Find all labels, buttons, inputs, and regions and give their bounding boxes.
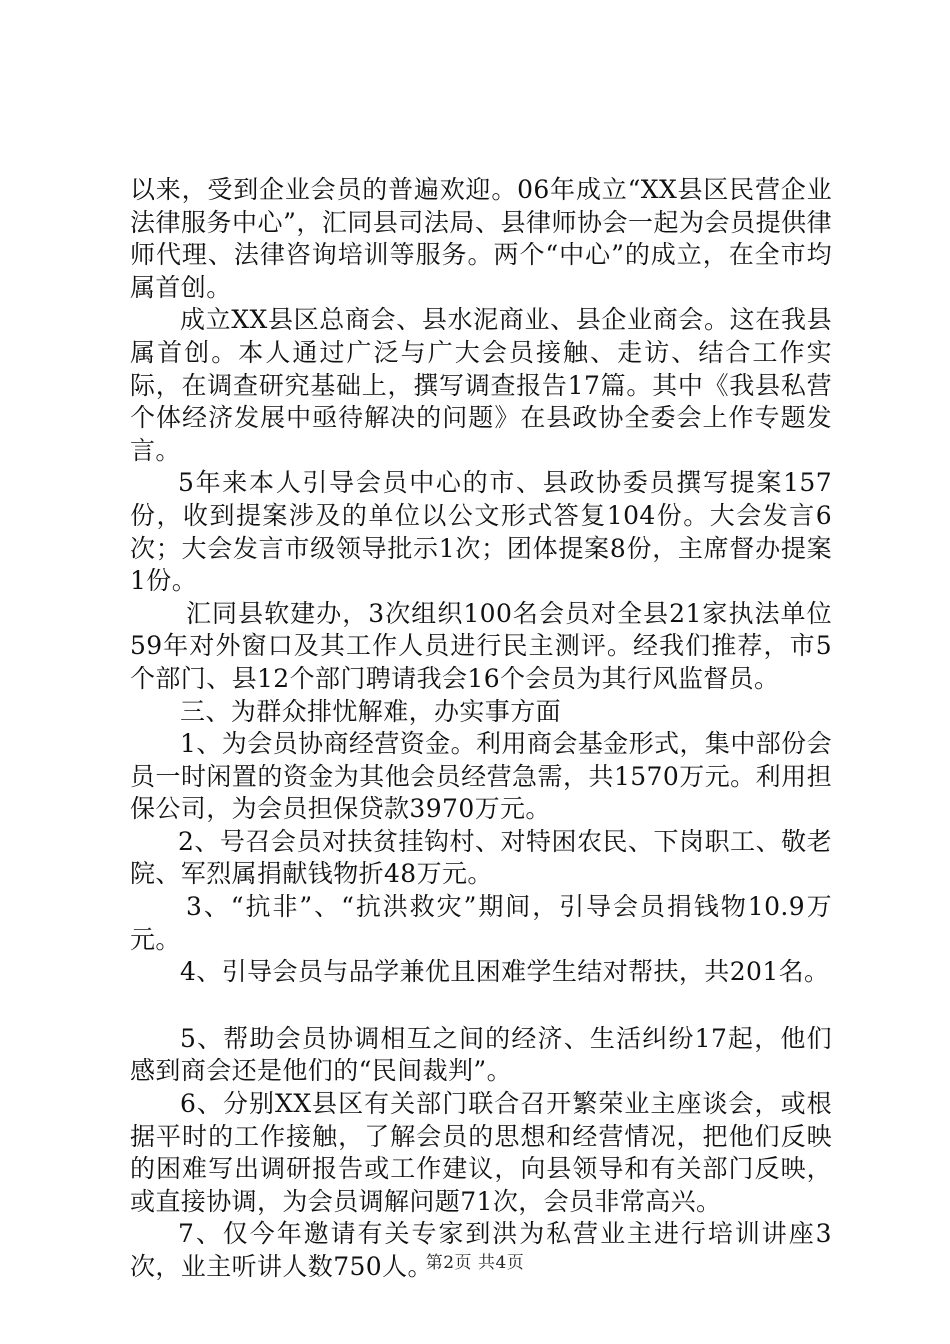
list-item-6: 6、分别XX县区有关部门联合召开繁荣业主座谈会，或根据平时的工作接触，了解会员的思想和经营情况，把他们反映的困难写出调研报告或工作建议，向县领导和有关部门反映，或直接协调，为会员调解问题71次，会员非常高兴。 [130,1089,832,1216]
list-item-4: 4、引导会员与品学兼优且困难学生结对帮扶，共201名。 [180,957,830,987]
list-item-5: 5、帮助会员协调相互之间的经济、生活纠纷17起，他们感到商会还是他们的“民间裁判”。 [130,1023,832,1086]
page-number-footer: 第2页 共4页 [425,1253,525,1273]
list-item-7: 7、仅今年邀请有关专家到洪为私营业主进行培训讲座3次，业主听讲人数750人。 [130,1219,832,1281]
paragraph-1: 以来，受到企业会员的普遍欢迎。06年成立“XX县区民营企业法律服务中心”，汇同县司法局、县律师协会一起为会员提供律师代理、法律咨询培训等服务。两个“中心”的成立，在全市均属首创。 [130,175,832,302]
list-item-2: 2、号召会员对扶贫挂钩村、对特困农民、下岗职工、敬老院、军烈属捐献钱物折48万元。 [130,826,832,889]
list-item-1: 1、为会员协商经营资金。利用商会基金形式，集中部份会员一时闲置的资金为其他会员经营急需，共1570万元。利用担保公司，为会员担保贷款3970万元。 [130,729,832,824]
paragraph-2: 成立XX县区总商会、县水泥商业、县企业商会。这在我县属首创。本人通过广泛与广大会员接触、走访、结合工作实际，在调查研究基础上，撰写调查报告17篇。其中《我县私营个体经济发展中亟待解决的问题》在县政协全委会上作专题发言。 [130,305,832,465]
paragraph-4: 汇同县软建办，3次组织100名会员对全县21家执法单位59年对外窗口及其工作人员进行民主测评。经我们推荐，市5个部门、县12个部门聘请我会16个会员为其行风监督员。 [130,598,832,693]
list-item-3: 3、“抗非”、“抗洪救灾”期间，引导会员捐钱物10.9万元。 [130,892,832,954]
document-body [130,174,832,1284]
section-heading: 三、为群众排忧解难，办实事方面 [180,696,562,726]
paragraph-spacer [130,989,832,1023]
paragraph-3: 5年来本人引导会员中心的市、县政协委员撰写提案157份，收到提案涉及的单位以公文形式答复104份。大会发言6次；大会发言市级领导批示1次；团体提案8份，主席督办提案1份。 [130,468,832,596]
